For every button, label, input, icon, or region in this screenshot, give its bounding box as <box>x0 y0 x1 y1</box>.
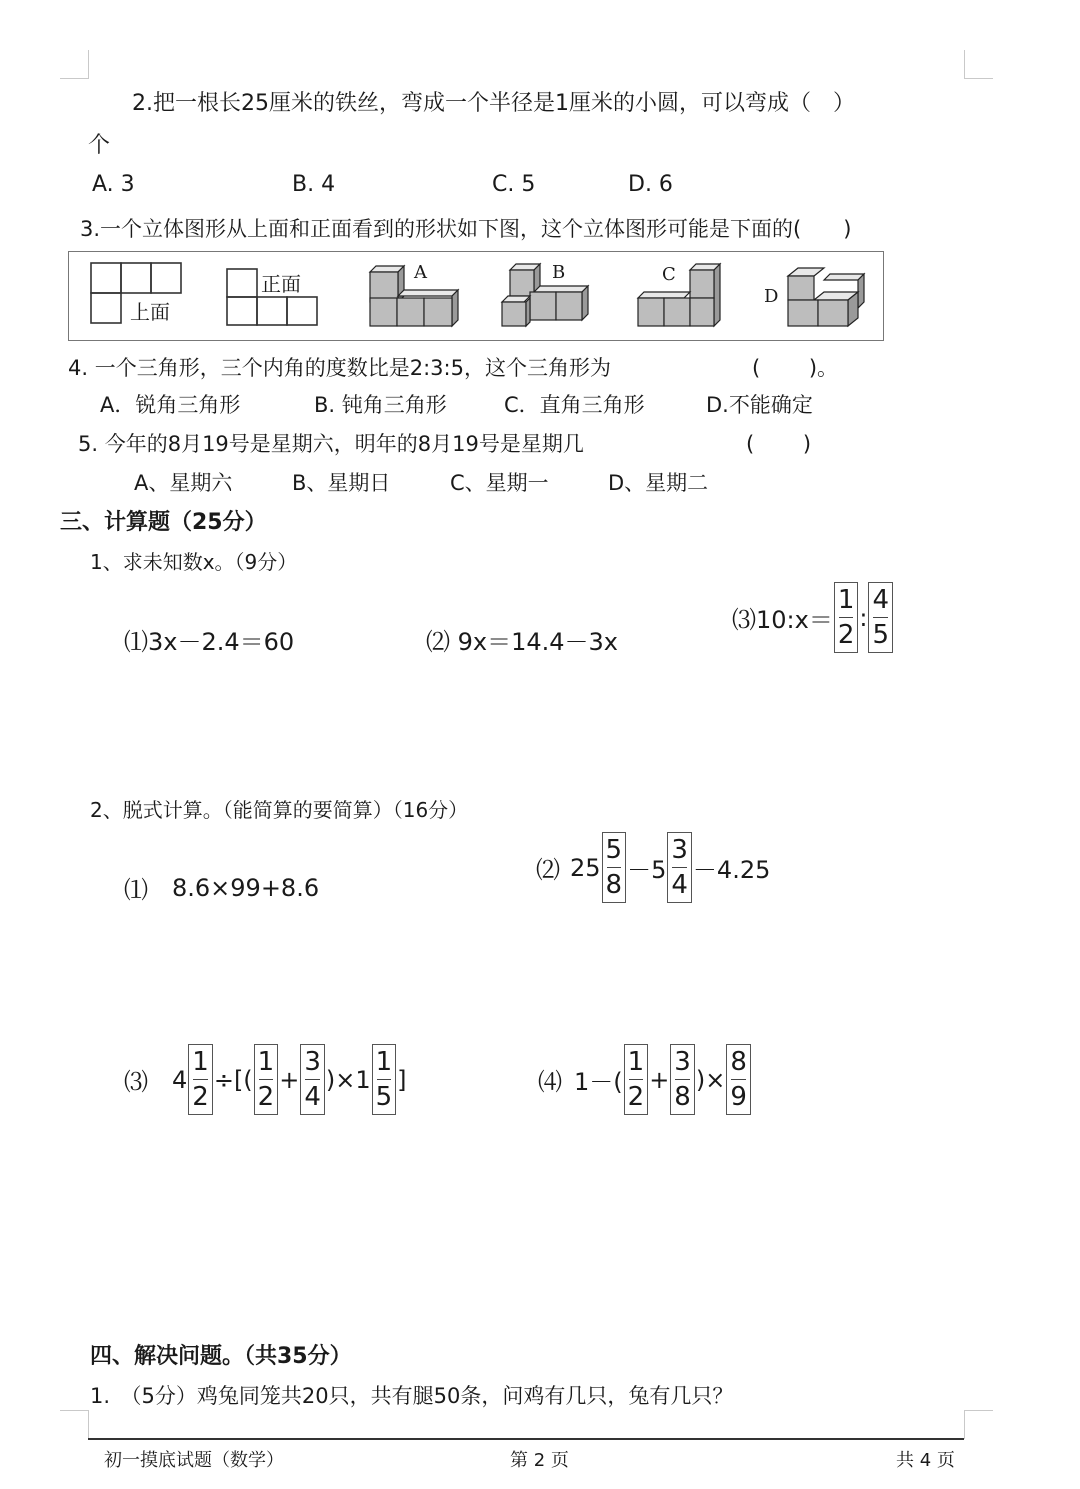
q5-option-a: A、星期六 <box>134 471 233 495</box>
q5-option-d: D、星期二 <box>608 471 709 495</box>
calc-2-part: －5 <box>627 856 667 884</box>
section3-title: 三、计算题（25分） <box>60 510 267 535</box>
q3-text: 3.一个立体图形从上面和正面看到的形状如下图，这个立体图形可能是下面的( ) <box>80 217 852 241</box>
q2-option-a: A. 3 <box>92 172 135 197</box>
calc-4-part: + <box>649 1065 670 1094</box>
section3-sub1: 1、求未知数x。（9分） <box>90 550 298 574</box>
fraction: $\frac{1}{2}$ <box>834 582 859 653</box>
section3-sub2: 2、脱式计算。（能简算的要简算）（16分） <box>90 798 469 822</box>
calc-4-label: ⑷ <box>538 1068 562 1096</box>
fraction: $\frac{3}{4}$ <box>300 1044 325 1115</box>
calc-4 <box>538 1044 752 1115</box>
q4-option-d: D.不能确定 <box>706 393 813 417</box>
q2-text-cont: 个 <box>88 133 111 158</box>
calc-3-part: )×1 <box>325 1065 371 1094</box>
cube-figure-d <box>784 266 868 328</box>
section4-title: 四、解决问题。（共35分） <box>90 1344 352 1369</box>
figure-label-b: B <box>552 262 566 283</box>
q4-option-c: C．直角三角形 <box>504 393 645 417</box>
calc-2-label: ⑵ <box>536 856 560 884</box>
fraction: $\frac{8}{9}$ <box>726 1044 751 1115</box>
corner-mark-br <box>964 1410 993 1439</box>
fraction: $\frac{1}{2}$ <box>188 1044 213 1115</box>
calc-4-part: )× <box>695 1065 726 1094</box>
calc-3-part: ] <box>397 1065 407 1094</box>
corner-mark-tl <box>60 50 89 79</box>
fraction: $\frac{1}{2}$ <box>624 1044 649 1115</box>
footer-page-number: 第 2 页 <box>510 1450 569 1471</box>
footer-left: 初一摸底试题（数学） <box>104 1450 284 1471</box>
section4-q1: 1. （5分）鸡兔同笼共20只，共有腿50条，问鸡有几只，兔有几只？ <box>90 1384 734 1408</box>
calc-3 <box>124 1044 407 1115</box>
q2-text: 2.把一根长25厘米的铁丝，弯成一个半径是1厘米的小圆，可以弯成（ ） <box>132 91 855 116</box>
calc-1 <box>124 870 319 905</box>
equation-3-prefix: ⑶10:x＝ <box>732 606 833 634</box>
fraction: $\frac{5}{8}$ <box>602 832 627 903</box>
q4-option-b: B. 钝角三角形 <box>314 393 447 417</box>
q4-option-a: A．锐角三角形 <box>100 393 241 417</box>
q2-option-c: C. 5 <box>492 172 536 197</box>
fraction: $\frac{3}{4}$ <box>667 832 692 903</box>
q4-text: 4. 一个三角形，三个内角的度数比是2:3:5，这个三角形为 <box>68 356 611 380</box>
fraction: $\frac{1}{2}$ <box>254 1044 279 1115</box>
figure-label-d: D <box>764 286 779 307</box>
equation-2 <box>426 622 618 657</box>
equation-3 <box>732 582 894 653</box>
calc-3-part: ÷[( <box>213 1065 253 1094</box>
figure-label-c: C <box>662 264 676 285</box>
q5-text: 5. 今年的8月19号是星期六，明年的8月19号是星期几 <box>78 432 584 456</box>
equation-2-text: ⑵ 9x＝14.4－3x <box>426 628 619 656</box>
front-view-label: 正面 <box>261 272 301 296</box>
q5-option-b: B、星期日 <box>292 471 391 495</box>
q2-option-d: D. 6 <box>628 172 673 197</box>
cube-figure-b <box>500 262 592 328</box>
q3-figure-box <box>68 251 884 341</box>
corner-mark-bl <box>60 1410 89 1439</box>
calc-4-part: 1－( <box>574 1068 623 1096</box>
calc-2-part: 25 <box>570 853 601 882</box>
q4-blank: ( )。 <box>752 356 839 380</box>
footer-rule <box>88 1438 964 1440</box>
calc-3-part: + <box>279 1065 300 1094</box>
cube-figure-c <box>634 262 724 328</box>
calc-1-expr: 8.6×99+8.6 <box>172 873 320 902</box>
calc-3-part: 4 <box>172 1065 188 1094</box>
fraction: $\frac{1}{5}$ <box>372 1044 397 1115</box>
q5-blank: ( ) <box>746 432 812 456</box>
top-view-label: 上面 <box>130 300 170 324</box>
calc-2 <box>536 832 770 903</box>
fraction: $\frac{4}{5}$ <box>868 582 893 653</box>
calc-1-label: ⑴ <box>124 876 148 904</box>
figure-label-a: A <box>414 262 427 283</box>
calc-3-label: ⑶ <box>124 1068 148 1096</box>
calc-2-part: －4.25 <box>692 856 771 884</box>
fraction: $\frac{3}{8}$ <box>670 1044 695 1115</box>
ratio-colon: : <box>859 603 868 632</box>
q2-option-b: B. 4 <box>292 172 336 197</box>
equation-1-text: ⑴3x－2.4＝60 <box>124 628 295 656</box>
footer-total-pages: 共 4 页 <box>896 1450 955 1471</box>
equation-1 <box>124 622 294 657</box>
corner-mark-tr <box>964 50 993 79</box>
q5-option-c: C、星期一 <box>450 471 549 495</box>
